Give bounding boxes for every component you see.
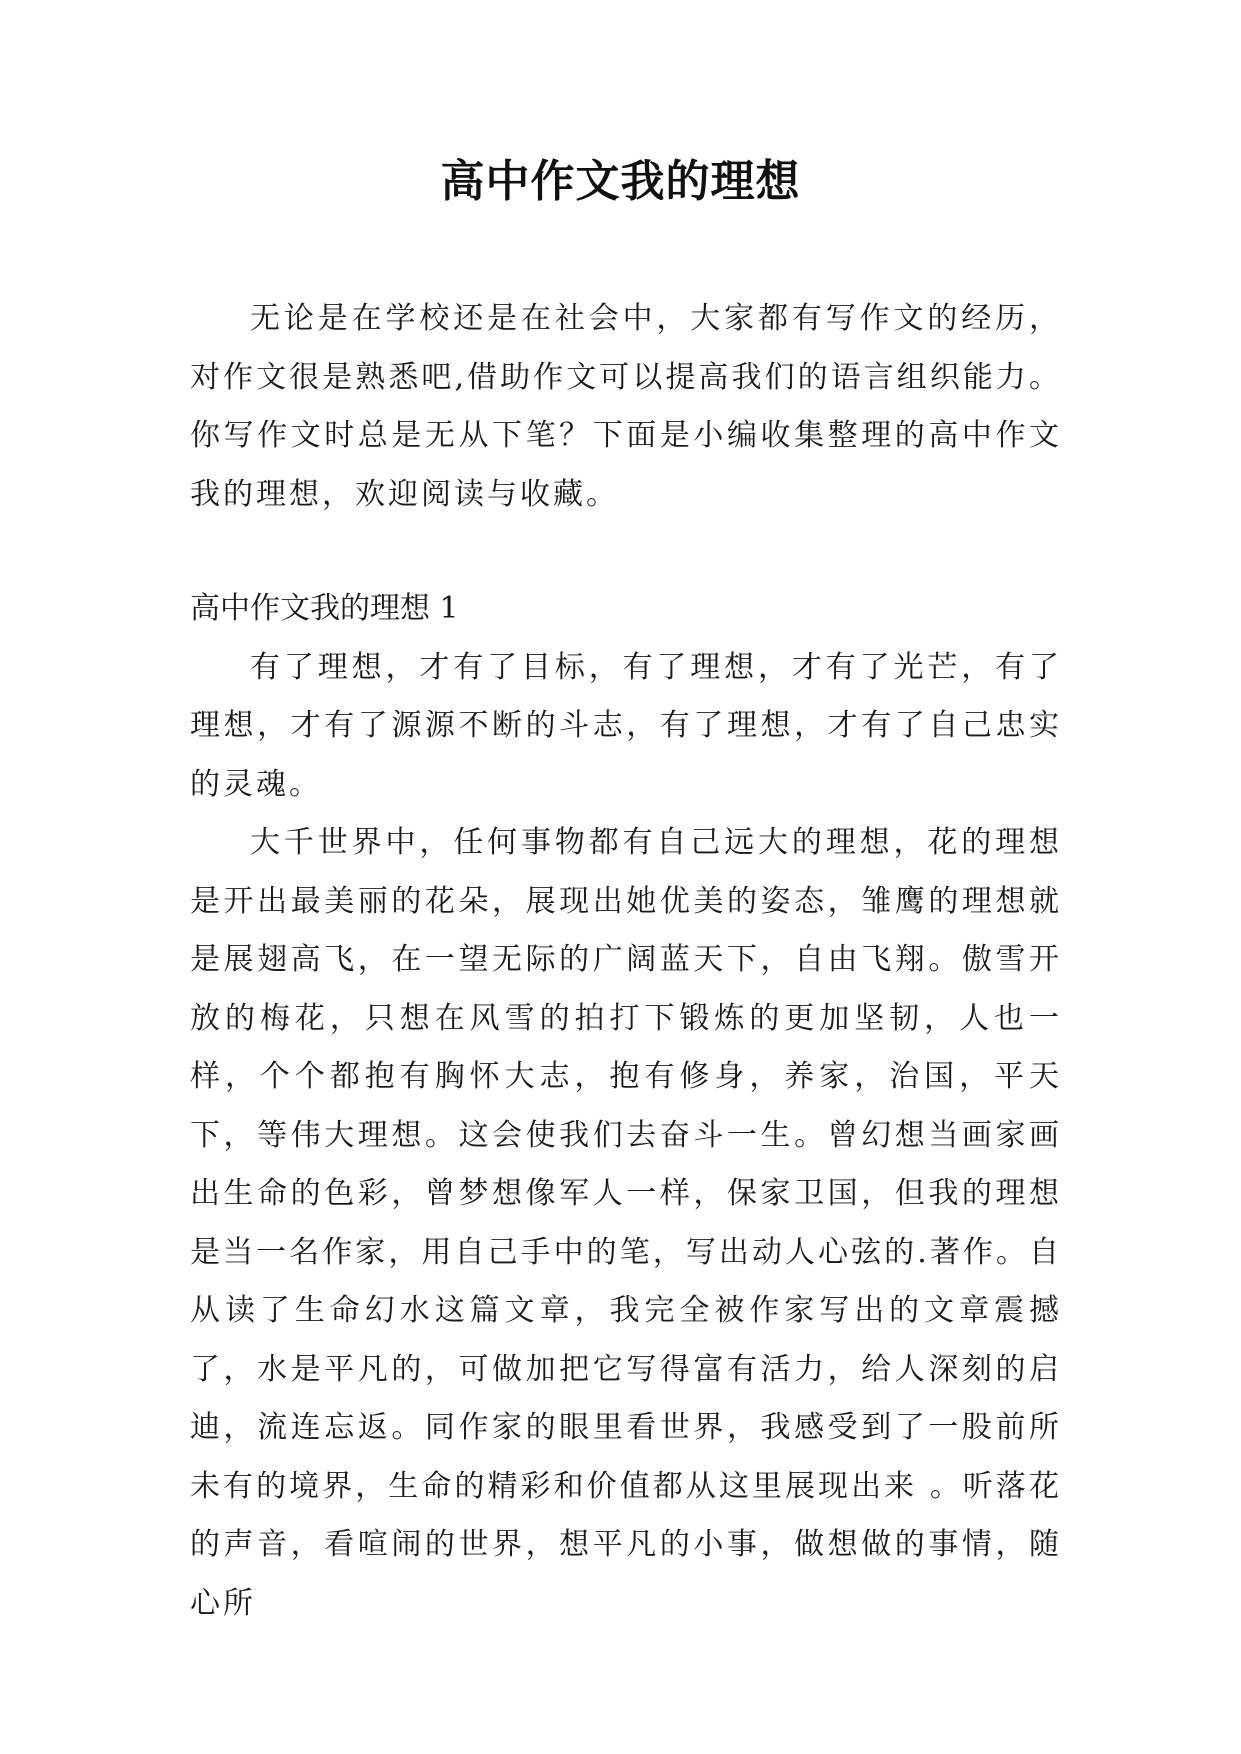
- document-body: [190, 290, 1062, 1633]
- paragraph-gap: [190, 524, 1062, 580]
- intro-paragraph: 无论是在学校还是在社会中，大家都有写作文的经历，对作文很是熟悉吧,借助作文可以提高我们的语言组织能力。你写作文时总是无从下笔？下面是小编收集整理的高中作文我的理想，欢迎阅读与收藏。: [190, 301, 1062, 512]
- body-paragraph-1: 有了理想，才有了目标，有了理想，才有了光芒，有了理想，才有了源源不断的斗志，有了理想，才有了自己忠实的灵魂。: [190, 649, 1062, 802]
- body-paragraph-2: 大千世界中，任何事物都有自己远大的理想，花的理想是开出最美丽的花朵，展现出她优美的姿态，雏鹰的理想就是展翅高飞，在一望无际的广阔蓝天下，自由飞翔。傲雪开放的梅花，只想在风雪的拍打下锻炼的更加坚韧，人也一样，个个都抱有胸怀大志，抱有修身，养家，治国，平天下，等伟大理想。这会使我们去奋斗一生。曾幻想当画家画出生命的色彩，曾梦想像军人一样，保家卫国，但我的理想是当一名作家，用自己手中的笔，写出动人心弦的.著作。自从读了生命幻水这篇文章，我完全被作家写出的文章震撼了，水是平凡的，可做加把它写得富有活力，给人深刻的启迪，流连忘返。同作家的眼里看世界，我感受到了一股前所未有的境界，生命的精彩和价值都从这里展现出来 。听落花的声音，看喧闹的世界，想平凡的小事，做想做的事情，随心所: [190, 825, 1062, 1621]
- document-title: 高中作文我的理想: [440, 156, 801, 207]
- section-heading: 高中作文我的理想 1: [190, 591, 459, 626]
